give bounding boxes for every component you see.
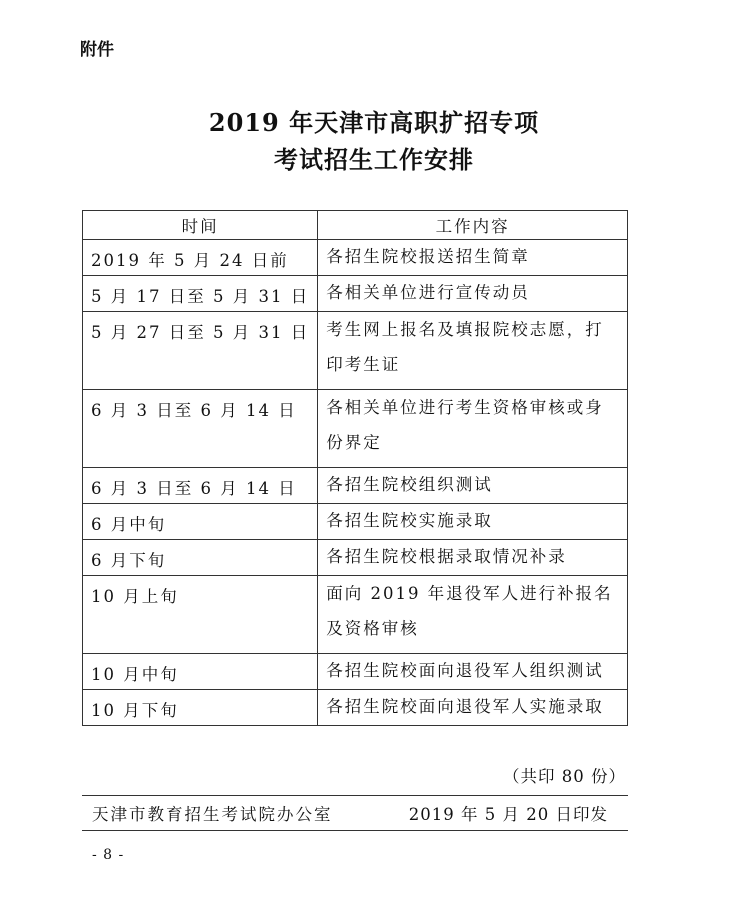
document-title-line1: 2019 年天津市高职扩招专项 — [208, 108, 540, 137]
row-time: 6 月 3 日至 6 月 14 日 — [83, 468, 318, 504]
row-content: 各招生院校根据录取情况补录 — [318, 540, 628, 576]
schedule-table — [82, 210, 628, 726]
table-row — [83, 690, 628, 726]
table-row — [83, 240, 628, 276]
footer-divider-top — [82, 795, 628, 796]
row-time: 5 月 17 日至 5 月 31 日 — [83, 276, 318, 312]
row-content: 各招生院校面向退役军人组织测试 — [318, 654, 628, 690]
row-content: 各相关单位进行宣传动员 — [318, 276, 628, 312]
row-time: 5 月 27 日至 5 月 31 日 — [83, 312, 318, 390]
row-content: 各招生院校报送招生简章 — [318, 240, 628, 276]
table-row — [83, 468, 628, 504]
row-time: 10 月下旬 — [83, 690, 318, 726]
header-time: 时间 — [83, 211, 318, 240]
table-row — [83, 654, 628, 690]
table-row — [83, 276, 628, 312]
header-content: 工作内容 — [318, 211, 628, 240]
row-content: 面向 2019 年退役军人进行补报名及资格审核 — [318, 576, 628, 654]
issue-date: 2019 年 5 月 20 日印发 — [408, 805, 608, 824]
table-header-row — [83, 211, 628, 240]
row-time: 6 月中旬 — [83, 504, 318, 540]
table-row — [83, 540, 628, 576]
issuer: 天津市教育招生考试院办公室 — [92, 805, 333, 824]
footer-divider-bottom — [82, 830, 628, 831]
row-content: 考生网上报名及填报院校志愿，打印考生证 — [318, 312, 628, 390]
table-row — [83, 312, 628, 390]
row-content: 各相关单位进行考生资格审核或身份界定 — [318, 390, 628, 468]
row-content: 各招生院校面向退役军人实施录取 — [318, 690, 628, 726]
table-row — [83, 504, 628, 540]
copies-note: （共印 80 份） — [503, 767, 626, 786]
row-time: 6 月 3 日至 6 月 14 日 — [83, 390, 318, 468]
table-row — [83, 390, 628, 468]
row-time: 10 月上旬 — [83, 576, 318, 654]
schedule-body — [83, 240, 628, 726]
row-time: 6 月下旬 — [83, 540, 318, 576]
page-number: - 8 - — [92, 847, 125, 863]
table-row — [83, 576, 628, 654]
row-time: 2019 年 5 月 24 日前 — [83, 240, 318, 276]
row-content: 各招生院校实施录取 — [318, 504, 628, 540]
document-title-line2: 考试招生工作安排 — [274, 145, 474, 174]
row-time: 10 月中旬 — [83, 654, 318, 690]
row-content: 各招生院校组织测试 — [318, 468, 628, 504]
attachment-label: 附件 — [80, 40, 114, 60]
